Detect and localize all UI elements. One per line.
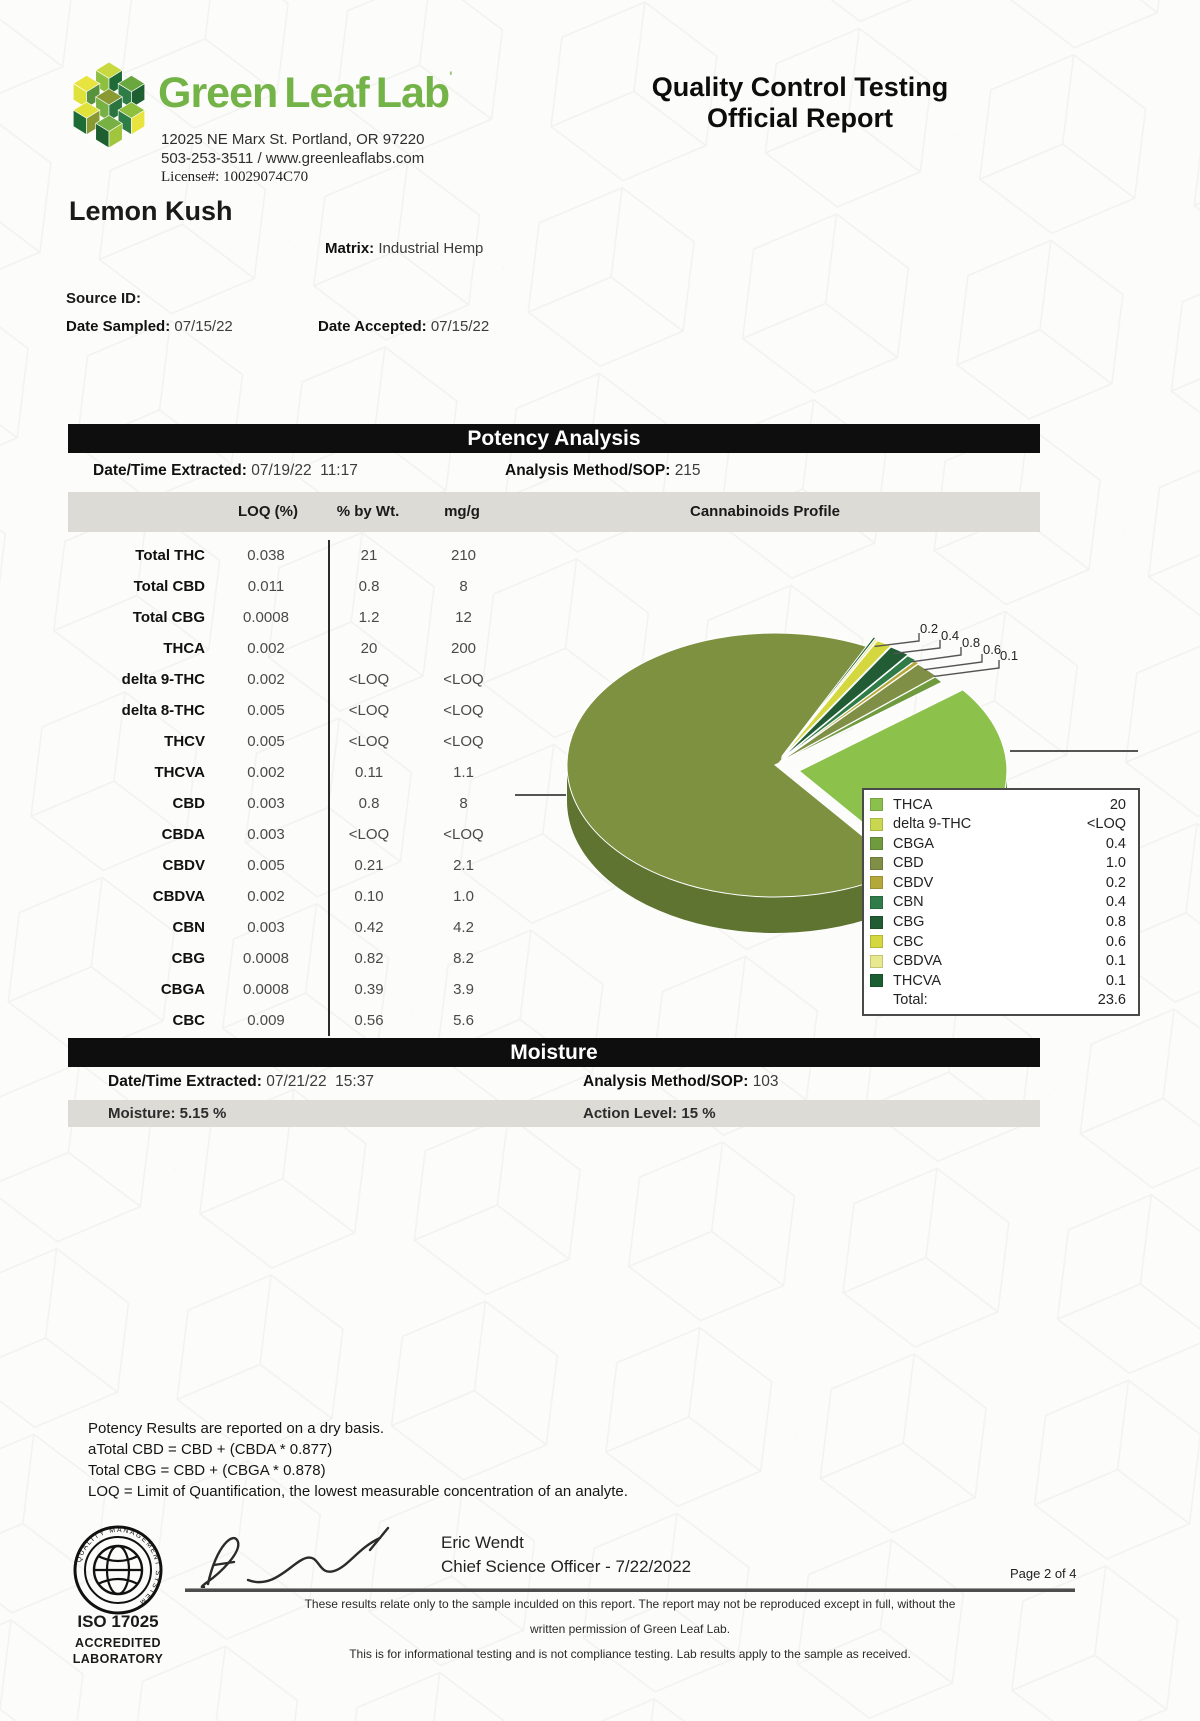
legend-swatch xyxy=(870,857,883,870)
loq-value: 0.002 xyxy=(247,671,285,688)
potency-method-row xyxy=(505,462,701,480)
legend-value: 0.4 xyxy=(1105,894,1126,911)
legend-swatch xyxy=(870,916,883,929)
signature-scribble xyxy=(190,1518,410,1598)
analyte-name: THCV xyxy=(164,733,205,750)
pct-value: 0.82 xyxy=(354,950,384,967)
legend-value: 0.6 xyxy=(1105,933,1126,950)
moisture-extracted-value: 07/21/22 15:37 xyxy=(266,1073,374,1090)
pie-callout-label: 0.1 xyxy=(1000,648,1019,663)
date-sampled-value: 07/15/22 xyxy=(174,318,233,335)
legend-label: CBC xyxy=(893,933,924,950)
pct-value: 1.2 xyxy=(358,609,380,626)
loq-value: 0.003 xyxy=(247,919,285,936)
table-row xyxy=(68,881,520,912)
brand-wordmark xyxy=(158,68,452,118)
moisture-section-header: Moisture xyxy=(68,1038,1040,1067)
legend-swatch xyxy=(870,818,883,831)
legend-value: 1.0 xyxy=(1105,855,1126,872)
legend-label: CBDV xyxy=(893,874,934,891)
analyte-name: CBG xyxy=(171,950,205,967)
mgg-value: <LOQ xyxy=(443,826,484,843)
legal-line: These results relate only to the sample inculded on this report. The report may not be reproduced except in full, without the xyxy=(304,1597,956,1611)
mgg-value: <LOQ xyxy=(443,733,484,750)
source-id-label: Source ID: xyxy=(66,290,142,307)
loq-value: 0.038 xyxy=(247,547,285,564)
mgg-value: 8 xyxy=(459,795,468,812)
table-row xyxy=(68,912,520,943)
pct-value: 0.8 xyxy=(358,578,380,595)
date-accepted-row xyxy=(318,318,489,335)
legend-label: CBG xyxy=(893,914,925,931)
table-row xyxy=(68,571,520,602)
moisture-method-value: 103 xyxy=(752,1073,779,1090)
pct-value: <LOQ xyxy=(348,733,390,750)
loq-value: 0.011 xyxy=(247,578,285,595)
legend-label: CBD xyxy=(893,855,924,872)
potency-section-header: Potency Analysis xyxy=(68,424,1040,453)
pct-value: <LOQ xyxy=(348,671,390,688)
pct-value: 0.42 xyxy=(354,919,384,936)
loq-value: 0.0008 xyxy=(243,609,289,626)
legend-value: 20 xyxy=(1109,796,1126,813)
legend-row xyxy=(870,952,1130,971)
column-header-mgg: mg/g xyxy=(444,503,480,520)
pct-value: 0.21 xyxy=(354,857,384,874)
potency-extracted-label: Date/Time Extracted: xyxy=(93,462,247,479)
date-sampled-label: Date Sampled: xyxy=(66,318,171,335)
chart-title: Cannabinoids Profile xyxy=(689,503,841,520)
column-header-loq: LOQ (%) xyxy=(238,503,298,520)
legend-swatch xyxy=(870,974,883,987)
loq-value: 0.003 xyxy=(247,826,285,843)
mgg-value: <LOQ xyxy=(443,671,484,688)
analyte-name: THCVA xyxy=(154,764,205,781)
potency-table xyxy=(68,540,520,1036)
brand-word-2: Leaf xyxy=(284,69,369,117)
sample-name: Lemon Kush xyxy=(69,196,233,226)
report-title xyxy=(600,72,1000,134)
brand-word-3: Lab xyxy=(375,69,450,117)
analyte-name: CBGA xyxy=(160,981,205,998)
matrix-row xyxy=(325,240,483,257)
legend-label: THCA xyxy=(893,796,933,813)
legend-value: <LOQ xyxy=(1086,816,1126,833)
mgg-value: 8 xyxy=(459,578,468,595)
mgg-value: 12 xyxy=(455,609,472,626)
loq-value: 0.005 xyxy=(247,702,285,719)
loq-value: 0.002 xyxy=(247,888,285,905)
potency-extracted-value: 07/19/22 11:17 xyxy=(251,462,358,479)
table-column-divider xyxy=(328,540,330,1036)
legend-row xyxy=(870,854,1130,873)
mgg-value: 210 xyxy=(450,547,477,564)
analyte-name: CBDVA xyxy=(152,888,205,905)
pct-value: <LOQ xyxy=(348,702,390,719)
pct-value: 21 xyxy=(360,547,378,564)
table-row xyxy=(68,695,520,726)
legend-label: THCVA xyxy=(893,972,942,989)
iso-line3: LABORATORY xyxy=(72,1652,164,1666)
pie-callout-label: 0.2 xyxy=(920,621,939,636)
legend-swatch xyxy=(870,798,883,811)
matrix-label: Matrix: xyxy=(325,240,375,257)
greenleaf-logo xyxy=(62,56,156,154)
pct-value: 0.10 xyxy=(354,888,384,905)
column-header-pct: % by Wt. xyxy=(336,503,400,520)
page-number: Page 2 of 4 xyxy=(1010,1566,1077,1581)
date-accepted-value: 07/15/22 xyxy=(430,318,490,335)
pie-callout-label: 0.6 xyxy=(983,642,1002,657)
legend-row xyxy=(870,873,1130,892)
analyte-name: CBC xyxy=(172,1012,205,1029)
potency-extracted-row xyxy=(93,462,358,480)
date-sampled-row xyxy=(66,318,233,335)
legend-row xyxy=(870,893,1130,912)
table-row xyxy=(68,602,520,633)
pct-value: 0.8 xyxy=(358,795,380,812)
legal-disclaimer xyxy=(185,1597,1075,1672)
moisture-method-label: Analysis Method/SOP: xyxy=(583,1073,749,1090)
moisture-extracted-row xyxy=(108,1073,374,1091)
loq-value: 0.005 xyxy=(247,733,285,750)
table-row xyxy=(68,1005,520,1036)
seal-arc-text: QUALITY MANAGEMENT SYSTEM xyxy=(75,1526,162,1607)
report-title-line2: Official Report xyxy=(706,103,894,133)
legend-value: 0.1 xyxy=(1105,972,1126,989)
moisture-extracted-label: Date/Time Extracted: xyxy=(108,1073,262,1090)
analyte-name: Total CBG xyxy=(132,609,205,626)
legend-swatch xyxy=(870,935,883,948)
analyte-name: CBDA xyxy=(161,826,205,843)
legend-value: 0.8 xyxy=(1105,914,1126,931)
lab-address: 12025 NE Marx St. Portland, OR 97220 xyxy=(161,131,425,148)
table-row xyxy=(68,974,520,1005)
legend-label: CBDVA xyxy=(893,953,942,970)
loq-value: 0.0008 xyxy=(243,981,289,998)
pie-callout-label: 0.8 xyxy=(962,635,981,650)
legend-label: CBN xyxy=(893,894,924,911)
mgg-value: <LOQ xyxy=(443,702,484,719)
pct-value: <LOQ xyxy=(348,826,390,843)
legend-swatch xyxy=(870,896,883,909)
footnotes xyxy=(88,1418,628,1502)
signer-role-date: Chief Science Officer - 7/22/2022 xyxy=(441,1557,692,1576)
analyte-name: delta 9-THC xyxy=(121,671,205,688)
pct-value: 0.11 xyxy=(354,764,384,781)
moisture-method-row xyxy=(583,1073,779,1091)
lab-license: License#: 10029074C70 xyxy=(161,169,309,185)
mgg-value: 8.2 xyxy=(453,950,474,967)
chart-legend xyxy=(862,788,1140,1016)
legend-swatch xyxy=(870,837,883,850)
brand-word-1: Green xyxy=(158,69,278,117)
report-title-line1: Quality Control Testing xyxy=(651,72,949,102)
iso-line2: ACCREDITED xyxy=(75,1636,161,1650)
mgg-value: 5.6 xyxy=(453,1012,474,1029)
footnote-line: Total CBG = CBD + (CBGA * 0.878) xyxy=(88,1462,326,1479)
potency-method-value: 215 xyxy=(674,462,701,479)
legend-label: CBGA xyxy=(893,835,935,852)
legend-row xyxy=(870,971,1130,990)
table-row xyxy=(68,757,520,788)
legend-value: 0.2 xyxy=(1105,874,1126,891)
mgg-value: 3.9 xyxy=(453,981,474,998)
mgg-value: 200 xyxy=(450,640,477,657)
legend-row xyxy=(870,834,1130,853)
legend-row xyxy=(870,815,1130,834)
moisture-action-level: Action Level: 15 % xyxy=(583,1105,716,1122)
matrix-value: Industrial Hemp xyxy=(378,240,484,257)
analyte-name: Total CBD xyxy=(133,578,205,595)
table-row xyxy=(68,726,520,757)
legend-value: 0.1 xyxy=(1105,953,1126,970)
legend-row xyxy=(870,795,1130,814)
table-row xyxy=(68,943,520,974)
analyte-name: CBN xyxy=(172,919,205,936)
lab-phone-web: 503-253-3511 / www.greenleaflabs.com xyxy=(161,150,425,167)
legal-line: written permission of Green Leaf Lab. xyxy=(529,1622,731,1636)
table-row xyxy=(68,540,520,571)
pct-value: 0.56 xyxy=(354,1012,384,1029)
mgg-value: 1.1 xyxy=(453,764,474,781)
pct-value: 0.39 xyxy=(354,981,384,998)
table-row xyxy=(68,850,520,881)
signature-rule xyxy=(185,1588,1075,1592)
date-accepted-label: Date Accepted: xyxy=(318,318,427,335)
analyte-name: CBD xyxy=(172,795,205,812)
footnote-line: Potency Results are reported on a dry basis. xyxy=(88,1420,384,1437)
legend-label: delta 9-THC xyxy=(893,816,972,833)
legend-row xyxy=(870,932,1130,951)
legend-value: 23.6 xyxy=(1097,992,1126,1009)
mgg-value: 2.1 xyxy=(453,857,474,874)
table-row xyxy=(68,788,520,819)
loq-value: 0.003 xyxy=(247,795,285,812)
legend-value: 0.4 xyxy=(1105,835,1126,852)
potency-method-label: Analysis Method/SOP: xyxy=(505,462,671,479)
mgg-value: 1.0 xyxy=(453,888,474,905)
analyte-name: delta 8-THC xyxy=(121,702,205,719)
footnote-line: LOQ = Limit of Quantification, the lowest measurable concentration of an analyte. xyxy=(88,1483,628,1500)
moisture-result: Moisture: 5.15 % xyxy=(108,1105,227,1122)
legend-label: Total: xyxy=(893,992,928,1009)
analyte-name: Total THC xyxy=(135,547,205,564)
legal-line: This is for informational testing and is not compliance testing. Lab results apply to the sample as received. xyxy=(349,1647,911,1661)
analyte-name: CBDV xyxy=(162,857,205,874)
table-row xyxy=(68,664,520,695)
legend-row xyxy=(870,991,1130,1010)
loq-value: 0.002 xyxy=(247,764,285,781)
table-row xyxy=(68,633,520,664)
legend-swatch-empty xyxy=(870,994,883,1007)
brand-trademark: ' xyxy=(449,68,452,84)
pie-callout-label: 0.4 xyxy=(941,628,960,643)
legend-row xyxy=(870,913,1130,932)
iso-accreditation-seal xyxy=(62,1524,174,1616)
signer-name: Eric Wendt xyxy=(441,1533,524,1552)
loq-value: 0.005 xyxy=(247,857,285,874)
analyte-name: THCA xyxy=(163,640,205,657)
mgg-value: 4.2 xyxy=(453,919,474,936)
footnote-line: aTotal CBD = CBD + (CBDA * 0.877) xyxy=(88,1441,333,1458)
table-header-band xyxy=(68,492,1040,532)
iso-line1: ISO 17025 xyxy=(77,1612,159,1631)
loq-value: 0.0008 xyxy=(243,950,289,967)
legend-swatch xyxy=(870,876,883,889)
loq-value: 0.002 xyxy=(247,640,285,657)
loq-value: 0.009 xyxy=(247,1012,285,1029)
pct-value: 20 xyxy=(360,640,378,657)
table-row xyxy=(68,819,520,850)
legend-swatch xyxy=(870,955,883,968)
